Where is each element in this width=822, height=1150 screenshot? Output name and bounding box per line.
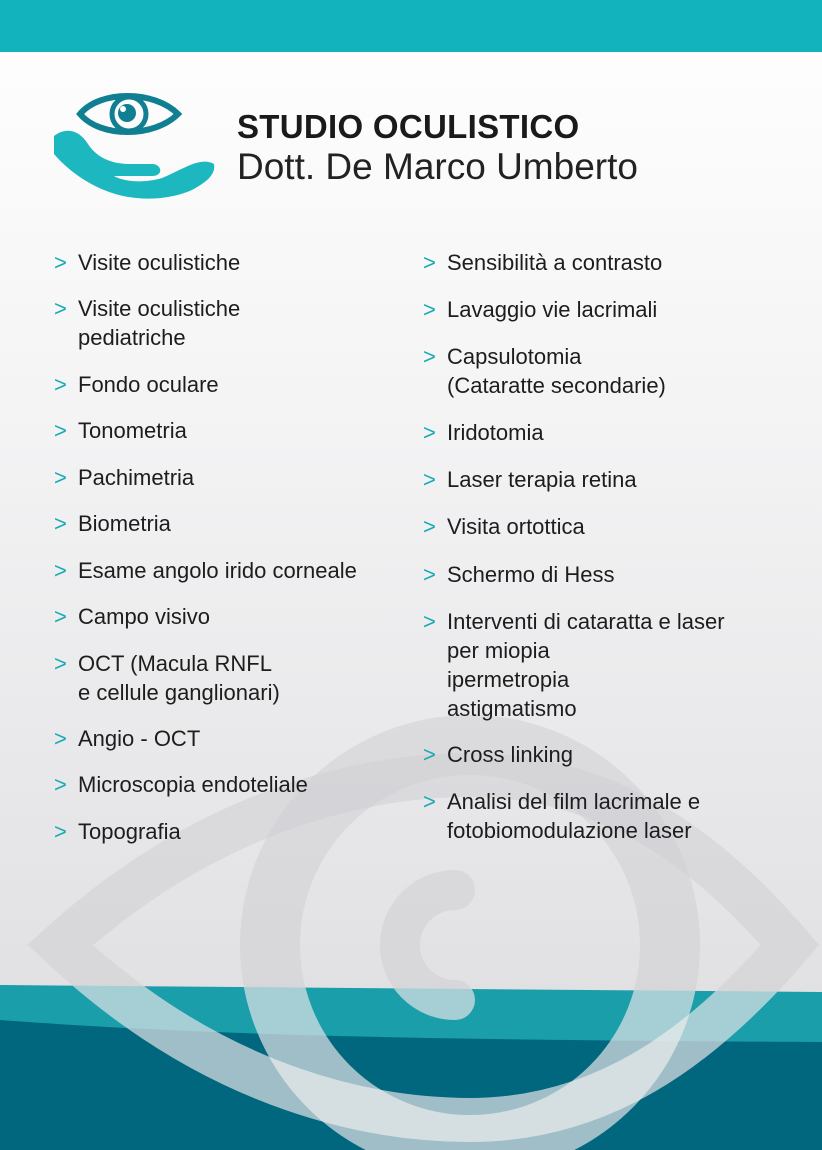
service-label: Visita ortottica	[447, 514, 585, 539]
service-label: Visite oculistiche	[78, 250, 241, 275]
service-item	[423, 512, 585, 541]
service-label: Angio - OCT	[78, 726, 201, 751]
bullet-marker: >	[423, 789, 436, 814]
bullet-marker: >	[423, 344, 436, 369]
brand-subtitle: Dott. De Marco Umberto	[237, 146, 638, 187]
bullet-marker: >	[54, 772, 67, 797]
bullet-marker: >	[423, 742, 436, 767]
eye-in-hand-icon	[52, 86, 217, 201]
service-item	[54, 463, 194, 492]
bullet-marker: >	[423, 514, 436, 539]
service-item	[423, 465, 637, 494]
service-item	[423, 787, 700, 845]
service-label: Lavaggio vie lacrimali	[447, 297, 658, 322]
service-label: Microscopia endoteliale	[78, 772, 308, 797]
service-item	[54, 294, 240, 352]
bullet-marker: >	[54, 418, 67, 443]
service-label: Tonometria	[78, 418, 187, 443]
bullet-marker: >	[54, 604, 67, 629]
service-label: Pachimetria	[78, 465, 195, 490]
service-item	[54, 649, 280, 707]
bullet-marker: >	[54, 726, 67, 751]
service-label: Iridotomia	[447, 420, 544, 445]
bullet-marker: >	[423, 609, 436, 634]
service-item	[423, 607, 725, 723]
service-label: Topografia	[78, 819, 181, 844]
service-item	[423, 740, 573, 769]
service-label: Cross linking	[447, 742, 573, 767]
bullet-marker: >	[54, 558, 67, 583]
bullet-marker: >	[423, 467, 436, 492]
service-label: Analisi del film lacrimale e fotobiomodulazione laser	[447, 789, 701, 843]
service-label: Capsulotomia (Cataratte secondarie)	[447, 344, 666, 398]
service-label: Visite oculistiche pediatriche	[78, 296, 241, 350]
brand-title: STUDIO OCULISTICO	[237, 108, 580, 145]
bullet-marker: >	[54, 465, 67, 490]
service-label: Laser terapia retina	[447, 467, 637, 492]
bullet-marker: >	[423, 420, 436, 445]
service-item	[54, 370, 219, 399]
service-label: Sensibilità a contrasto	[447, 250, 663, 275]
service-item	[54, 416, 187, 445]
bullet-marker: >	[54, 651, 67, 676]
service-item	[54, 817, 181, 846]
bullet-marker: >	[54, 819, 67, 844]
brand-block	[237, 108, 638, 188]
service-item	[54, 724, 200, 753]
service-item	[423, 248, 662, 277]
service-item	[54, 770, 308, 799]
service-item	[423, 342, 666, 400]
service-label: Biometria	[78, 511, 171, 536]
bullet-marker: >	[54, 511, 67, 536]
service-item	[423, 560, 615, 589]
service-item	[423, 418, 544, 447]
service-label: Fondo oculare	[78, 372, 219, 397]
bullet-marker: >	[54, 372, 67, 397]
service-label: Campo visivo	[78, 604, 211, 629]
service-item	[54, 509, 171, 538]
bullet-marker: >	[423, 297, 436, 322]
service-label: Schermo di Hess	[447, 562, 615, 587]
service-item	[54, 556, 357, 585]
service-item	[54, 248, 240, 277]
service-item	[54, 602, 210, 631]
service-label: Interventi di cataratta e laser per miopia ipermetropia astigmatismo	[447, 609, 725, 721]
bullet-marker: >	[423, 562, 436, 587]
service-item	[423, 295, 657, 324]
bullet-marker: >	[423, 250, 436, 275]
bullet-marker: >	[54, 296, 67, 321]
service-label: OCT (Macula RNFL e cellule ganglionari)	[78, 651, 280, 705]
bullet-marker: >	[54, 250, 67, 275]
service-label: Esame angolo irido corneale	[78, 558, 357, 583]
